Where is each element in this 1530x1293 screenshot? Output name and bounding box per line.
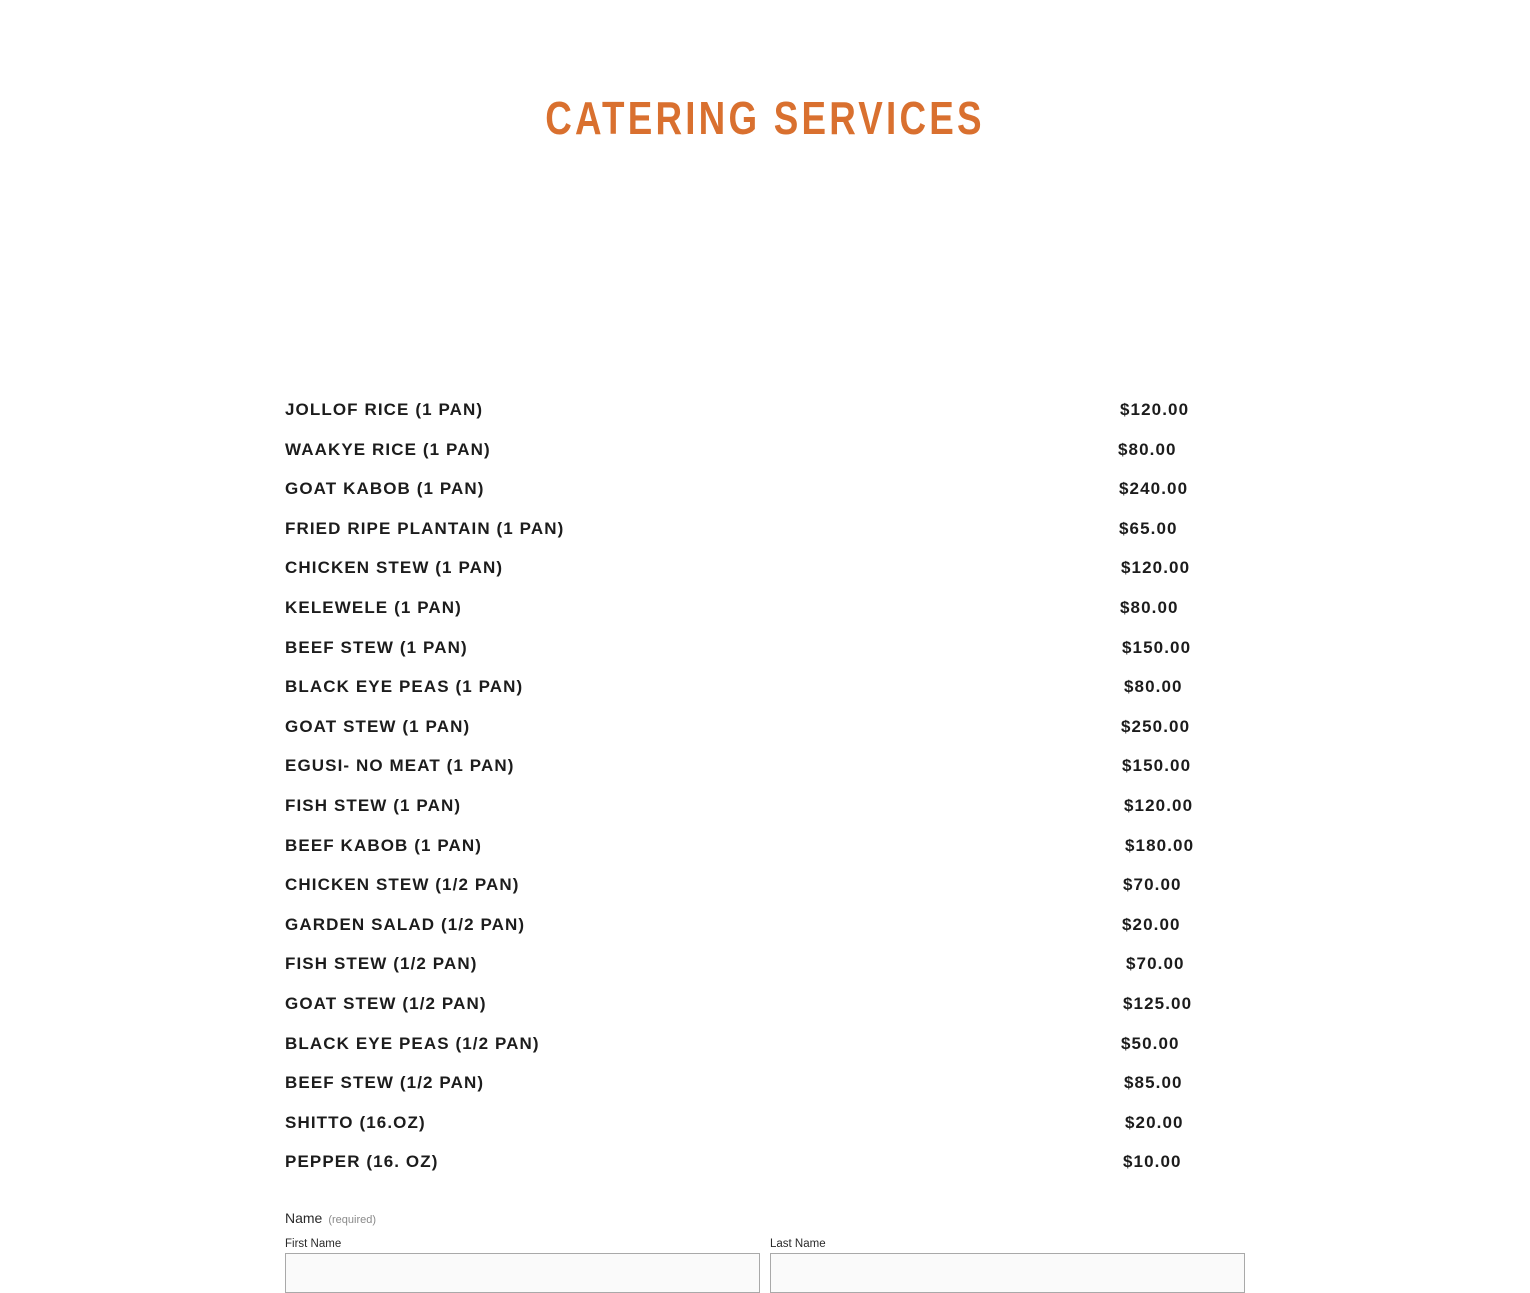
menu-item-name: FRIED RIPE PLANTAIN (1 PAN) [285, 518, 565, 538]
menu-item-name: SHITTO (16.OZ) [285, 1112, 426, 1132]
menu-item-name: PEPPER (16. OZ) [285, 1152, 439, 1172]
menu-item-price: $80.00 [1118, 439, 1177, 459]
menu-item [285, 1144, 1245, 1184]
menu-item [285, 1065, 1245, 1105]
menu-item-price: $120.00 [1124, 795, 1194, 815]
menu-item-name: WAAKYE RICE (1 PAN) [285, 439, 491, 459]
menu-item-price: $80.00 [1124, 677, 1183, 697]
menu-item-price: $150.00 [1122, 756, 1192, 776]
catering-form [285, 1210, 1245, 1250]
first-name-input[interactable] [285, 1253, 760, 1293]
menu-item-price: $180.00 [1125, 835, 1195, 855]
menu-item [285, 1105, 1245, 1145]
required-note: (required) [328, 1214, 377, 1226]
menu-item-name: GARDEN SALAD (1/2 PAN) [285, 914, 526, 934]
menu-item-price: $80.00 [1120, 597, 1179, 617]
menu-item [285, 709, 1245, 749]
menu-item-name: BEEF KABOB (1 PAN) [285, 835, 483, 855]
menu-item-name: GOAT STEW (1 PAN) [285, 716, 471, 736]
menu-item-name: CHICKEN STEW (1/2 PAN) [285, 875, 520, 895]
menu-item-price: $120.00 [1121, 558, 1191, 578]
menu-item [285, 907, 1245, 947]
menu-item-name: BEEF STEW (1 PAN) [285, 637, 468, 657]
page-title: CATERING SERVICES [545, 92, 985, 144]
menu-item-price: $150.00 [1122, 637, 1192, 657]
menu-item-price: $250.00 [1121, 716, 1191, 736]
menu-item [285, 511, 1245, 551]
menu-item-price: $65.00 [1119, 518, 1178, 538]
menu-item-price: $240.00 [1119, 479, 1189, 499]
menu-item [285, 828, 1245, 868]
menu-item [285, 669, 1245, 709]
menu-item-price: $20.00 [1122, 914, 1181, 934]
menu-item [285, 630, 1245, 670]
menu-item-price: $70.00 [1123, 875, 1182, 895]
menu-item-name: GOAT STEW (1/2 PAN) [285, 993, 487, 1013]
menu-item-name: BLACK EYE PEAS (1 PAN) [285, 677, 524, 697]
menu-item-name: JOLLOF RICE (1 PAN) [285, 400, 484, 419]
last-name-field [770, 1238, 1245, 1293]
menu-item [285, 550, 1245, 590]
first-name-field [285, 1238, 760, 1293]
first-name-label: First Name [285, 1238, 342, 1250]
menu-item-price: $120.00 [1120, 400, 1190, 419]
menu-item-name: KELEWELE (1 PAN) [285, 597, 462, 617]
menu-item [285, 788, 1245, 828]
last-name-label: Last Name [770, 1238, 826, 1250]
menu-item [285, 1026, 1245, 1066]
menu-item-price: $10.00 [1123, 1152, 1182, 1172]
menu-item-name: FISH STEW (1/2 PAN) [285, 954, 478, 974]
menu-item [285, 471, 1245, 511]
menu-item [285, 748, 1245, 788]
last-name-input[interactable] [770, 1253, 1245, 1293]
menu-item-price: $20.00 [1125, 1112, 1184, 1132]
menu-item-name: GOAT KABOB (1 PAN) [285, 479, 485, 499]
menu-item [285, 867, 1245, 907]
menu-item-price: $125.00 [1123, 993, 1193, 1013]
menu-item-price: $50.00 [1121, 1033, 1180, 1053]
menu-item [285, 432, 1245, 472]
menu-item [285, 392, 1245, 432]
name-label: Name [285, 1210, 323, 1226]
menu-item-price: $70.00 [1126, 954, 1185, 974]
menu-item [285, 986, 1245, 1026]
menu-item-name: CHICKEN STEW (1 PAN) [285, 558, 504, 578]
menu-item [285, 590, 1245, 630]
menu-item-price: $85.00 [1124, 1073, 1183, 1093]
name-field-group [285, 1210, 1245, 1228]
menu-item-name: FISH STEW (1 PAN) [285, 795, 462, 815]
menu-item-name: BEEF STEW (1/2 PAN) [285, 1073, 485, 1093]
menu-item-name: EGUSI- NO MEAT (1 PAN) [285, 756, 515, 776]
menu-item [285, 946, 1245, 986]
menu-list [285, 392, 1245, 1184]
menu-item-name: BLACK EYE PEAS (1/2 PAN) [285, 1033, 540, 1053]
